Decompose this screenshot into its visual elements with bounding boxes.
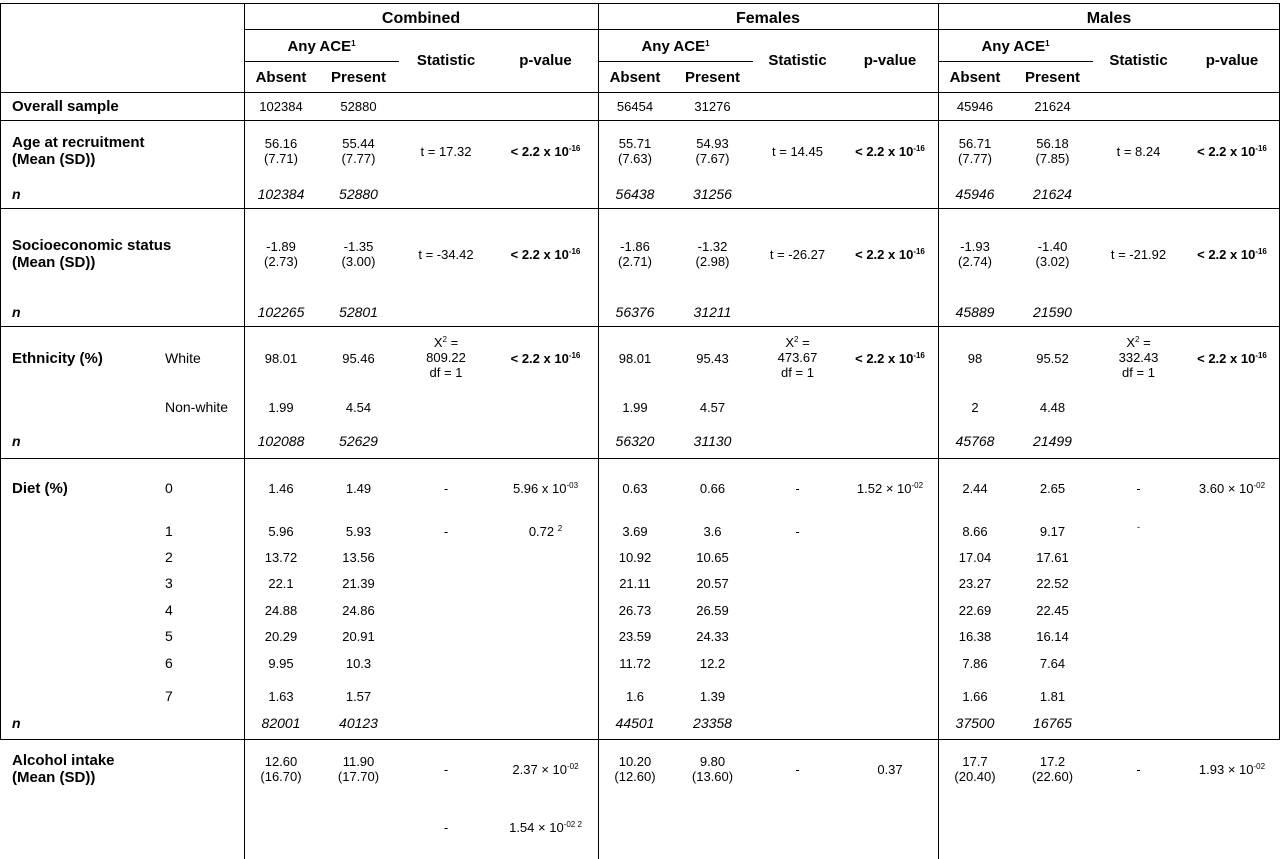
cell: 1.39: [699, 689, 726, 704]
cell: 5.96: [268, 524, 294, 539]
absent-header: Absent: [949, 69, 1001, 86]
n-cell: 102088: [257, 433, 305, 449]
diet-level: 0: [165, 480, 173, 496]
pvalue-cell: < 2.2 x $10^{-16}$: [510, 351, 581, 366]
header-bottom-rule: [0, 92, 1280, 93]
cell: 31276: [694, 99, 731, 114]
row-label: Age at recruitment: [12, 134, 145, 151]
statistic-cell: $X^2$ = 473.67 df = 1: [777, 335, 818, 380]
cell: 2: [971, 400, 979, 415]
n-cell: 40123: [339, 715, 378, 731]
cell: -1.40 (3.02): [1035, 239, 1070, 269]
statistic-header: Statistic: [1109, 52, 1168, 69]
pvalue-cell: $1.93 \times 10^{-02}$: [1198, 762, 1266, 777]
cell: 7.64: [1039, 656, 1066, 671]
cell: 1.66: [962, 689, 988, 704]
cell: 52880: [340, 99, 377, 114]
cell: 21.39: [342, 576, 375, 591]
cell: 22.45: [1036, 603, 1069, 618]
cell: 98.01: [618, 351, 652, 366]
diet-level: 4: [165, 602, 173, 618]
cell: 9.95: [268, 656, 294, 671]
n-cell: 21499: [1033, 433, 1072, 449]
n-cell: 52880: [339, 186, 378, 202]
row-label: (Mean (SD)): [12, 151, 96, 168]
overall-bottom-rule: [0, 120, 1280, 121]
pvalue-cell: < 2.2 x $10^{-16}$: [1197, 247, 1267, 262]
group-header-females: Females: [735, 10, 801, 27]
cell: 9.17: [1039, 524, 1066, 539]
cell: 1.49: [345, 481, 372, 496]
cell: 17.2 (22.60): [1031, 754, 1074, 784]
row-label: Diet (%): [12, 480, 68, 497]
statistic-cell: -: [795, 762, 800, 777]
cell: 4.57: [699, 400, 726, 415]
present-header: Present: [330, 69, 387, 86]
cell: 23.59: [618, 629, 652, 644]
n-label: n: [12, 433, 21, 449]
sublevel-label: Non-white: [165, 399, 229, 415]
cell: 1.81: [1039, 689, 1066, 704]
age-bottom-rule: [0, 208, 1280, 209]
absent-header: Absent: [609, 69, 661, 86]
cell: 26.59: [696, 603, 729, 618]
cell: 1.99: [622, 400, 648, 415]
cell: 0.66: [699, 481, 726, 496]
cell: 95.46: [342, 351, 375, 366]
cell: 8.66: [962, 524, 988, 539]
cell: 1.63: [268, 689, 294, 704]
cell: 26.73: [618, 603, 652, 618]
pvalue-cell: < 2.2 x $10^{-16}$: [855, 144, 925, 159]
n-cell: 31256: [693, 186, 732, 202]
cell: 95.52: [1036, 351, 1069, 366]
statistic-cell: -: [795, 524, 800, 539]
cell: 13.56: [342, 550, 375, 565]
cell: 1.99: [268, 400, 294, 415]
pvalue-cell: < 2.2 x $10^{-16}$: [510, 144, 581, 159]
absent-header: Absent: [255, 69, 307, 86]
cell: 24.86: [342, 603, 375, 618]
n-cell: 52629: [339, 433, 378, 449]
cell: 17.61: [1036, 550, 1069, 565]
cell: 12.60 (16.70): [260, 754, 302, 784]
pvalue-cell: < 2.2 x $10^{-16}$: [1197, 351, 1267, 366]
n-cell: 56438: [615, 186, 655, 202]
n-cell: 102384: [257, 186, 305, 202]
cell: 98.01: [264, 351, 298, 366]
diet-bottom-rule: [0, 739, 1280, 740]
n-cell: 37500: [955, 715, 995, 731]
pvalue-header: p-value: [863, 52, 917, 69]
n-cell: 82001: [261, 715, 301, 731]
row-label: (Mean (SD)): [12, 769, 96, 786]
statistic-cell: $X^2$ = 332.43 df = 1: [1118, 335, 1159, 380]
cell: -1.35 (3.00): [341, 239, 376, 269]
pvalue-cell: 0.37: [877, 762, 903, 777]
statistic-cell: t = 17.32: [420, 144, 472, 159]
cell: 20.29: [264, 629, 298, 644]
pvalue-cell: $1.54 \times 10^{-02 2}$: [509, 820, 582, 835]
statistic-cell: t = -21.92: [1110, 247, 1167, 262]
statistic-cell: -: [1137, 522, 1140, 532]
cell: 54.93 (7.67): [695, 136, 730, 166]
cell: 16.38: [958, 629, 992, 644]
n-cell: 31211: [693, 304, 732, 320]
cell: 10.65: [696, 550, 729, 565]
n-label: n: [12, 186, 21, 202]
diet-level: 6: [165, 655, 173, 671]
n-cell: 23358: [693, 715, 732, 731]
n-cell: 21624: [1033, 186, 1072, 202]
cell: -1.32 (2.98): [695, 239, 730, 269]
top-rule: [0, 3, 1280, 4]
diet-level: 3: [165, 575, 173, 591]
pvalue-cell: $1.52 \times 10^{-02}$: [856, 481, 924, 496]
cell: 56.71 (7.77): [958, 136, 992, 166]
pvalue-cell: $3.60 \times 10^{-02}$: [1198, 481, 1266, 496]
cell: 7.86: [962, 656, 988, 671]
n-cell: 45768: [955, 433, 995, 449]
n-cell: 31130: [693, 433, 732, 449]
cell: 98: [967, 351, 983, 366]
cell: 2.65: [1039, 481, 1066, 496]
n-cell: 56320: [615, 433, 655, 449]
pvalue-cell: 0.72 $^2$: [528, 524, 563, 539]
cell: 4.54: [345, 400, 372, 415]
row-label: Overall sample: [12, 98, 119, 115]
statistic-cell: t = 14.45: [772, 144, 823, 159]
cell: 21624: [1034, 99, 1071, 114]
diet-level: 5: [165, 628, 173, 644]
cell: 56.18 (7.85): [1035, 136, 1070, 166]
statistic-cell: -: [443, 524, 449, 539]
n-cell: 44501: [615, 715, 655, 731]
statistic-cell: t = -34.42: [418, 247, 474, 262]
cell: 102384: [259, 99, 303, 114]
cell: 55.44 (7.77): [341, 136, 376, 166]
ace-rule-females: [598, 61, 753, 62]
n-cell: 21590: [1033, 304, 1072, 320]
cell: 20.57: [696, 576, 729, 591]
n-label: n: [12, 715, 21, 731]
cell: 0.63: [622, 481, 648, 496]
diet-level: 7: [165, 688, 173, 704]
n-cell: 45946: [955, 186, 995, 202]
cell: 45946: [956, 99, 994, 114]
n-cell: 56376: [615, 304, 655, 320]
statistic-cell: -: [1136, 481, 1141, 496]
cell: 10.3: [345, 656, 372, 671]
cell: 20.91: [342, 629, 375, 644]
cell: 1.6: [625, 689, 645, 704]
cell: 17.04: [958, 550, 992, 565]
cell: 11.72: [619, 656, 651, 671]
pvalue-header: p-value: [1205, 52, 1259, 69]
cell: 10.92: [618, 550, 652, 565]
cell: 95.43: [696, 351, 729, 366]
ethnicity-bottom-rule: [0, 458, 1280, 459]
n-cell: 102265: [257, 304, 305, 320]
present-header: Present: [1024, 69, 1081, 86]
cell: 22.69: [958, 603, 992, 618]
pvalue-header: p-value: [519, 52, 572, 69]
pvalue-cell: 5.96 x $10^{-03}$: [512, 481, 579, 496]
cell: 11.90 (17.70): [337, 754, 380, 784]
statistic-header: Statistic: [768, 52, 827, 69]
pvalue-cell: $2.37 \times 10^{-02}$: [512, 762, 579, 777]
row-label: Socioeconomic status: [12, 237, 172, 254]
diet-level: 1: [165, 523, 173, 539]
statistic-cell: -: [443, 481, 449, 496]
cell: 4.48: [1039, 400, 1066, 415]
cell: -1.93 (2.74): [958, 239, 992, 269]
cell: 23.27: [958, 576, 992, 591]
statistic-cell: $X^2$ = 809.22 df = 1: [426, 335, 466, 380]
n-cell: 52801: [339, 304, 378, 320]
group-header-rule: [244, 29, 1280, 30]
ace-rule-males: [938, 61, 1093, 62]
cell: 21.11: [619, 576, 651, 591]
sublevel-label: White: [165, 350, 201, 366]
cell: 17.7 (20.40): [954, 754, 996, 784]
cell: 24.33: [696, 629, 729, 644]
group-header-combined: Combined: [381, 10, 461, 27]
cell: -1.89 (2.73): [264, 239, 298, 269]
cell: 55.71 (7.63): [618, 136, 652, 166]
statistic-header: Statistic: [416, 52, 476, 69]
group-header-males: Males: [1086, 10, 1132, 27]
statistic-cell: -: [443, 762, 449, 777]
statistic-cell: t = -26.27: [769, 247, 826, 262]
cell: 56454: [616, 99, 654, 114]
pvalue-cell: < 2.2 x $10^{-16}$: [855, 351, 925, 366]
any-ace-header: Any ACE$^1$: [287, 38, 356, 55]
cell: -1.86 (2.71): [618, 239, 652, 269]
statistic-cell: -: [443, 820, 449, 835]
present-header: Present: [684, 69, 741, 86]
pvalue-cell: < 2.2 x $10^{-16}$: [855, 247, 925, 262]
statistic-cell: -: [1136, 762, 1141, 777]
cell: 5.93: [345, 524, 372, 539]
n-cell: 45889: [955, 304, 995, 320]
cell: 56.16 (7.71): [264, 136, 298, 166]
cell: 3.69: [622, 524, 648, 539]
pvalue-cell: < 2.2 x $10^{-16}$: [510, 247, 581, 262]
row-label: (Mean (SD)): [12, 254, 96, 271]
cell: 22.1: [268, 576, 294, 591]
ace-rule-combined: [244, 61, 399, 62]
statistic-cell: -: [795, 481, 800, 496]
cell: 16.14: [1036, 629, 1069, 644]
cell: 22.52: [1036, 576, 1069, 591]
any-ace-header: Any ACE$^1$: [641, 38, 710, 55]
cell: 9.80 (13.60): [691, 754, 734, 784]
ses-bottom-rule: [0, 326, 1280, 327]
statistic-cell: t = 8.24: [1116, 144, 1161, 159]
cell: 10.20 (12.60): [614, 754, 656, 784]
cell: 24.88: [264, 603, 298, 618]
cell: 12.2: [699, 656, 726, 671]
cell: 1.57: [345, 689, 372, 704]
diet-level: 2: [165, 549, 173, 565]
row-label: Alcohol intake: [12, 752, 115, 769]
any-ace-header: Any ACE$^1$: [981, 38, 1050, 55]
row-label: Ethnicity (%): [12, 350, 103, 367]
pvalue-cell: < 2.2 x $10^{-16}$: [1197, 144, 1267, 159]
cell: 3.6: [703, 524, 722, 539]
cell: 2.44: [962, 481, 988, 496]
n-cell: 16765: [1033, 715, 1072, 731]
n-label: n: [12, 304, 21, 320]
cell: 13.72: [264, 550, 298, 565]
left-border: [0, 3, 1, 740]
cell: 1.46: [268, 481, 294, 496]
